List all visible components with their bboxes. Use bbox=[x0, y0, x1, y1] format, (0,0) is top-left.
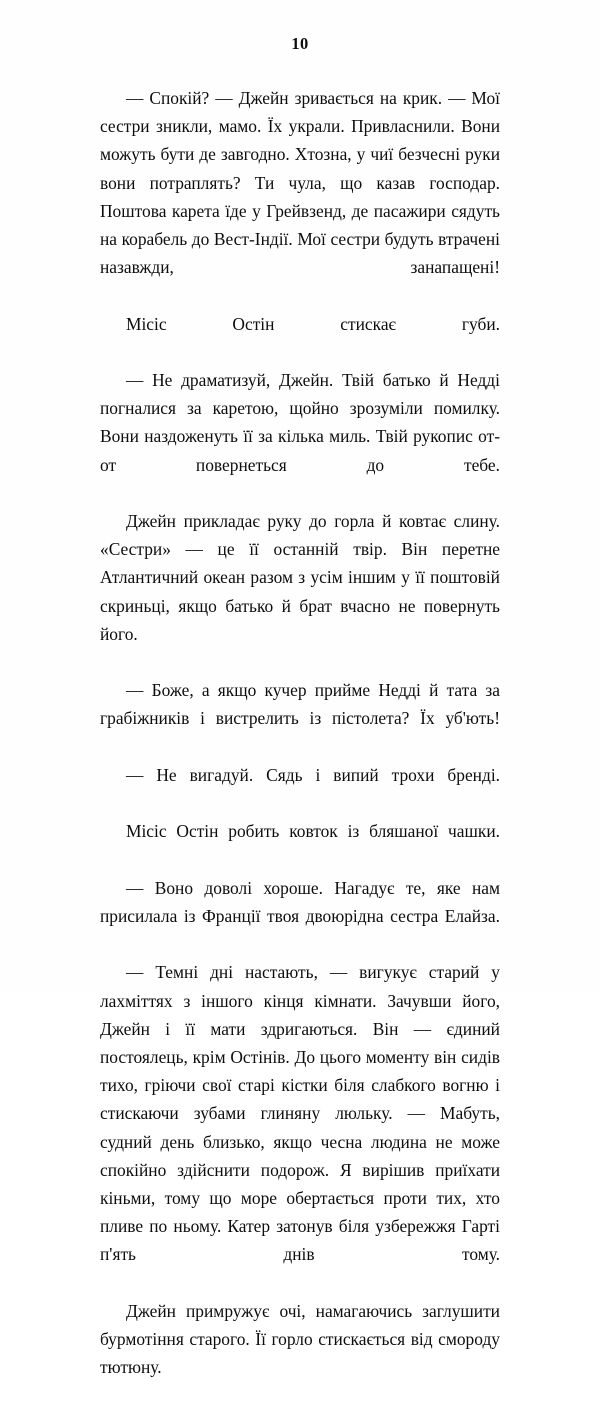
paragraph: Джейн прикладає руку до горла й ковтає слину. «Сестри» — це її останній твір. Він перетне Атлантичний океан разом з усім іншим у її поштовій скриньці, якщо батько й брат вчасно не повернуть його. bbox=[100, 511, 500, 644]
page-text-block bbox=[100, 84, 500, 1410]
paragraph: — Боже, а якщо кучер прийме Недді й тата за грабіжників і вистрелить із пістолета? Їх уб'ють! bbox=[100, 680, 500, 729]
page-number: 10 bbox=[291, 34, 309, 53]
paragraph: — Воно доволі хороше. Нагадує те, яке нам присилала із Франції твоя двоюрідна сестра Елайза. bbox=[100, 877, 500, 926]
paragraph: Місіс Остін стискає губи. bbox=[126, 313, 500, 334]
paragraph: — Спокій? — Джейн зривається на крик. — Мої сестри зникли, мамо. Їх украли. Привласнили. Вони можуть бути де завгодно. Хтозна, у чиї безчесні руки вони потраплять? Ти чула, що казав господар. Поштова карета їде у Грейвзенд, де пасажири сядуть на корабель до Вест-Індії. Мої сестри будуть втрачені назавжди, занапащені! bbox=[100, 88, 500, 278]
paragraph: Місіс Остін робить ковток із бляшаної чашки. bbox=[126, 821, 500, 842]
paragraph: — Не драматизуй, Джейн. Твій батько й Недді погналися за каретою, щойно зрозуміли помилку. Вони наздоженуть її за кілька миль. Твій рукопис от-от повернеться до тебе. bbox=[100, 370, 500, 475]
paragraph: Джейн примружує очі, намагаючись заглушити бурмотіння старого. Її горло стискається від смороду тютюну. bbox=[100, 1300, 500, 1378]
paragraph: — Не вигадуй. Сядь і випий трохи бренді. bbox=[126, 764, 500, 785]
paragraph: — Темні дні настають, — вигукує старий у лахміттях з іншого кінця кімнати. Зачувши його, Джейн і її мати здригаються. Він — єдиний постоялець, крім Остінів. До цього моменту він сидів тихо, гріючи свої старі кістки біля слабкого вогню і стискаючи зубами глиняну люльку. — Мабуть, судний день близько, якщо чесна людина не може спокійно здійснити подорож. Я вирішив приїхати кіньми, тому що море обертається проти тих, хто пливе по ньому. Катер затонув біля узбережжя Гарті п'ять днів тому. bbox=[100, 962, 500, 1265]
